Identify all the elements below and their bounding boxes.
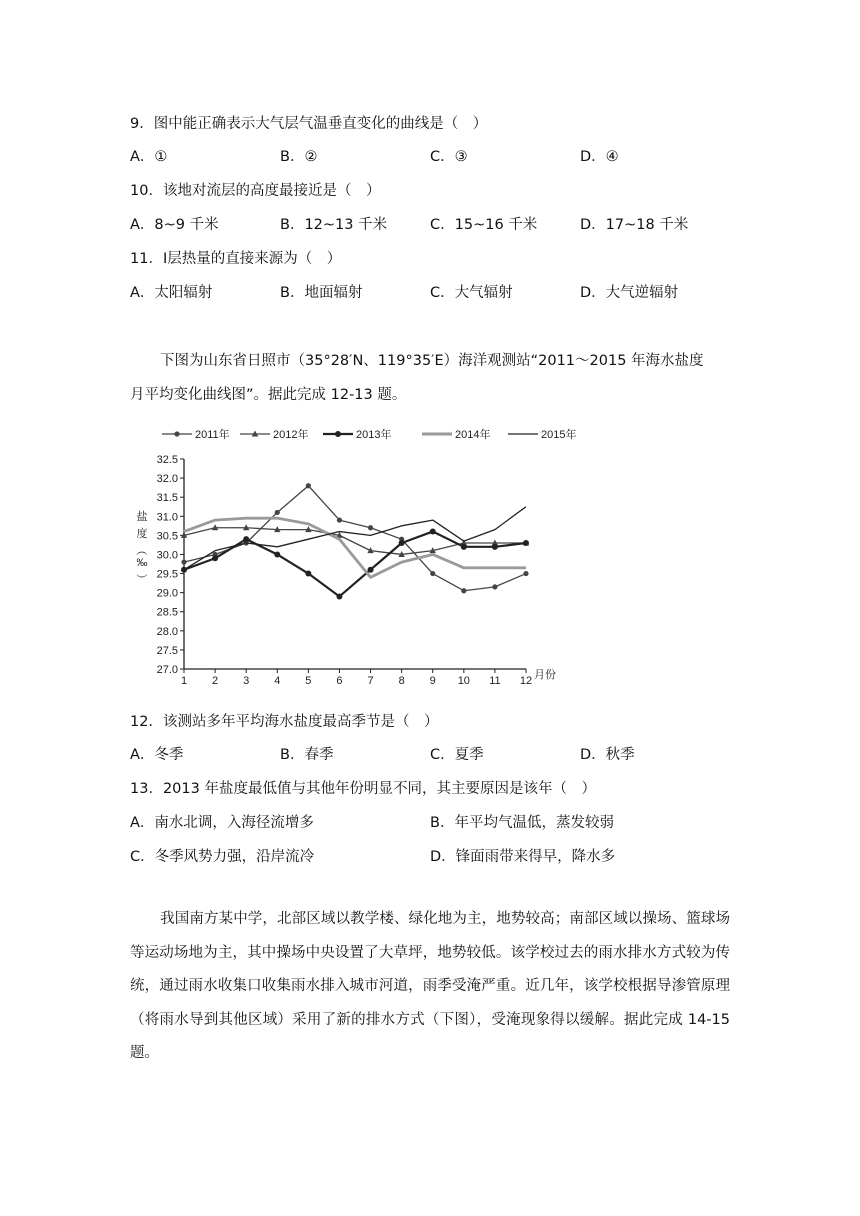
legend-label: 2011年 bbox=[195, 429, 230, 441]
salinity-line-chart bbox=[130, 420, 577, 690]
y-tick-label: 31.5 bbox=[156, 492, 178, 505]
question-13-option-d: D．锋面雨带来得早，降水多 bbox=[430, 849, 616, 865]
intro-12-13-line-1: 下图为山东省日照市（35°28′N、119°35′E）海洋观测站“2011～2015 年海水盐度 bbox=[160, 353, 704, 369]
data-point bbox=[275, 510, 280, 515]
question-12-stem: 12．该测站多年平均海水盐度最高季节是（ ） bbox=[130, 714, 439, 730]
data-point bbox=[305, 571, 311, 577]
question-9-option-c: C．③ bbox=[430, 149, 468, 165]
y-tick-label: 29.5 bbox=[156, 568, 178, 581]
data-point bbox=[306, 483, 311, 488]
y-tick-label: 31.0 bbox=[156, 511, 178, 524]
x-tick-label: 3 bbox=[243, 675, 250, 687]
x-tick-label: 9 bbox=[429, 675, 436, 687]
question-11-option-a: A．太阳辐射 bbox=[130, 285, 213, 301]
series-line bbox=[184, 528, 526, 555]
series-line bbox=[184, 486, 526, 591]
x-tick-label: 7 bbox=[367, 675, 374, 687]
y-axis-label-char: （ bbox=[135, 544, 147, 556]
data-point bbox=[274, 551, 280, 557]
x-tick-label: 4 bbox=[274, 675, 281, 687]
question-13-option-b: B．年平均气温低，蒸发较弱 bbox=[430, 815, 614, 831]
x-tick-label: 2 bbox=[212, 675, 219, 687]
question-11-option-d: D．大气逆辐射 bbox=[580, 285, 679, 301]
y-tick-label: 28.5 bbox=[156, 606, 178, 619]
data-point bbox=[337, 517, 342, 522]
legend-item bbox=[162, 427, 230, 441]
y-tick-label: 28.0 bbox=[156, 625, 178, 638]
question-9-option-b: B．② bbox=[280, 149, 318, 165]
question-10-option-a: A．8~9 千米 bbox=[130, 217, 219, 233]
question-12-option-c: C．夏季 bbox=[430, 747, 484, 763]
legend-item bbox=[240, 427, 308, 441]
x-tick-label: 8 bbox=[398, 675, 405, 687]
data-point bbox=[399, 540, 405, 546]
y-tick-label: 27.5 bbox=[156, 644, 178, 657]
x-tick-label: 1 bbox=[180, 675, 188, 687]
x-tick-label: 11 bbox=[489, 675, 501, 687]
question-13-option-a: A．南水北调，入海径流增多 bbox=[130, 815, 314, 831]
question-11-option-c: C．大气辐射 bbox=[430, 285, 513, 301]
question-10-stem: 10．该地对流层的高度最接近是（ ） bbox=[130, 183, 381, 199]
question-10-option-c: C．15~16 千米 bbox=[430, 217, 538, 233]
y-tick-label: 32.5 bbox=[156, 454, 178, 466]
question-11-option-b: B．地面辐射 bbox=[280, 285, 363, 301]
data-point bbox=[243, 536, 249, 542]
data-point bbox=[523, 571, 528, 576]
data-point bbox=[461, 588, 466, 593]
legend-item bbox=[422, 427, 490, 441]
legend-label: 2015年 bbox=[541, 429, 577, 441]
data-point bbox=[212, 555, 218, 561]
question-13-option-c: C．冬季风势力强，沿岸流冷 bbox=[130, 849, 315, 865]
legend-item bbox=[508, 427, 576, 441]
x-tick-label: 6 bbox=[336, 675, 343, 687]
y-tick-label: 32.0 bbox=[156, 473, 178, 486]
data-point bbox=[430, 571, 435, 576]
data-point bbox=[430, 529, 436, 535]
legend-marker bbox=[174, 431, 179, 436]
y-axis-label-char: ） bbox=[135, 573, 147, 585]
data-point bbox=[461, 544, 467, 550]
question-9-option-a: A．① bbox=[130, 149, 168, 165]
data-point bbox=[492, 584, 497, 589]
y-tick-label: 27.0 bbox=[156, 664, 178, 676]
y-axis-label-char: 盐 bbox=[136, 511, 148, 523]
question-13-stem: 13．2013 年盐度最低值与其他年份明显不同，其主要原因是该年（ ） bbox=[130, 781, 596, 797]
y-tick-label: 30.5 bbox=[156, 530, 178, 543]
question-10-option-b: B．12~13 千米 bbox=[280, 217, 388, 233]
x-tick-label: 5 bbox=[305, 675, 312, 687]
question-12-option-a: A．冬季 bbox=[130, 747, 184, 763]
legend-item bbox=[323, 427, 391, 441]
question-11-stem: 11．Ⅰ层热量的直接来源为（ ） bbox=[130, 251, 342, 267]
question-12-option-b: B．春季 bbox=[280, 747, 334, 763]
intro-12-13-line-2: 月平均变化曲线图”。据此完成 12-13 题。 bbox=[130, 387, 407, 403]
x-tick-label: 12 bbox=[519, 675, 533, 687]
data-point bbox=[492, 544, 498, 550]
y-tick-label: 29.0 bbox=[156, 587, 178, 600]
question-10-option-d: D．17~18 千米 bbox=[580, 217, 689, 233]
y-axis-label-char: 度 bbox=[136, 528, 148, 540]
data-point bbox=[336, 593, 342, 599]
question-12-option-d: D．秋季 bbox=[580, 747, 635, 763]
y-tick-label: 30.0 bbox=[156, 549, 178, 562]
intro-14-15-text: 我国南方某中学，北部区域以教学楼、绿化地为主，地势较高；南部区域以操场、篮球场等运动场地为主，其中操场中央设置了大草坪，地势较低。该学校过去的雨水排水方式较为传统，通过雨水收集口收集雨水排入城市河道，雨季受淹严重。近几年，该学校根据导渗管原理（将雨水导到其他区域）采用了新的排水方式（下图），受淹现象得以缓解。据此完成 14-15 题。 bbox=[130, 911, 730, 1061]
y-axis-label-char: ‰ bbox=[136, 557, 148, 569]
x-axis-label: 月份 bbox=[534, 669, 556, 681]
legend-label: 2012年 bbox=[273, 429, 309, 441]
data-point bbox=[523, 540, 529, 546]
question-9-stem: 9．图中能正确表示大气层气温垂直变化的曲线是（ ） bbox=[130, 116, 488, 132]
legend-label: 2014年 bbox=[455, 429, 491, 441]
legend-label: 2013年 bbox=[356, 429, 392, 441]
data-point bbox=[181, 559, 186, 564]
intro-14-15-paragraph bbox=[130, 903, 730, 1071]
data-point bbox=[181, 567, 187, 573]
data-point bbox=[368, 567, 374, 573]
data-point bbox=[368, 525, 373, 530]
legend-marker bbox=[335, 431, 341, 437]
x-tick-label: 10 bbox=[457, 675, 470, 687]
question-9-option-d: D．④ bbox=[580, 149, 619, 165]
series-line bbox=[184, 532, 526, 597]
